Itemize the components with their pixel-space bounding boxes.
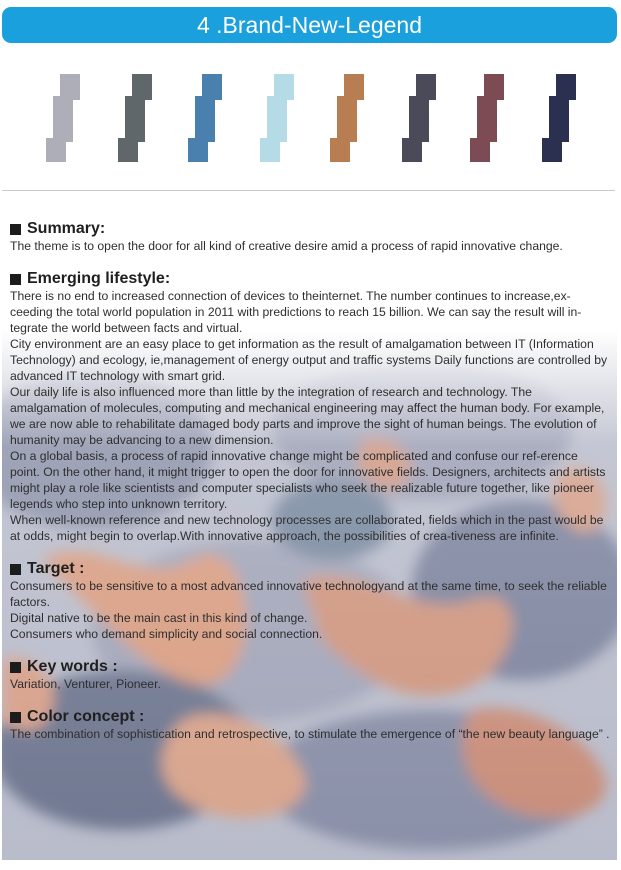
section: [10, 708, 610, 742]
section-heading-text: Target :: [27, 560, 85, 577]
section-paragraph: The theme is to open the door for all kind of creative desire amid a process of rapid innovative change.: [10, 239, 563, 253]
content-area: [10, 220, 610, 758]
section-paragraph: Consumers to be sensitive to a most advanced innovative technologyand at the same time, to seek the reliable factors.: [10, 579, 607, 609]
square-bullet-icon: [10, 274, 21, 285]
square-bullet-icon: [10, 712, 21, 723]
square-bullet-icon: [10, 564, 21, 575]
color-swatch: [330, 74, 364, 162]
color-swatch-row: [0, 60, 621, 170]
section-heading: [10, 560, 610, 578]
section-heading-text: Color concept :: [27, 708, 145, 725]
section-paragraph: Our daily life is also influenced more than little by the integration of research and technology. The amalgamation of molecules, computing and mechanical engineering may affect the human body. For example, we are now able to rehabilitate damaged body parts and improve the sight of human beings. The evolution of humanity may be advancing to a new dimension.: [10, 385, 605, 447]
square-bullet-icon: [10, 224, 21, 235]
color-swatch: [118, 74, 152, 162]
square-bullet-icon: [10, 662, 21, 673]
section-paragraph: Consumers who demand simplicity and social connection.: [10, 627, 323, 641]
section: [10, 270, 610, 544]
section: [10, 220, 610, 254]
color-swatch: [402, 74, 436, 162]
section-heading: [10, 220, 610, 238]
section-paragraph: When well-known reference and new technology processes are collaborated, fields which in the past would be at odds, might begin to overlap.With innovative approach, the possibilities of crea-tiveness are infinite.: [10, 513, 604, 543]
color-swatch: [188, 74, 222, 162]
section-paragraph: On a global basis, a process of rapid innovative change might be complicated and confuse our ref-erence point. On the other hand, it might trigger to open the door for innovative fields. Designers, architects and artists might play a role like scientists and computer specialists who seek the realizable future together, like pioneer legends who step into unknown territory.: [10, 449, 606, 511]
section-paragraph: Variation, Venturer, Pioneer.: [10, 677, 161, 691]
section-heading-text: Summary:: [27, 220, 106, 237]
color-swatch: [46, 74, 80, 162]
section-heading: [10, 270, 610, 288]
section-heading-text: Emerging lifestyle:: [27, 270, 171, 287]
color-swatch: [542, 74, 576, 162]
divider: [2, 190, 615, 191]
page-title: 4 .Brand-New-Legend: [196, 12, 423, 38]
color-swatch: [470, 74, 504, 162]
section-heading-text: Key words :: [27, 658, 118, 675]
section-heading: [10, 658, 610, 676]
section-paragraph: The combination of sophistication and retrospective, to stimulate the emergence of “the new beauty language” .: [10, 727, 610, 741]
section-paragraph: Digital native to be the main cast in this kind of change.: [10, 611, 308, 625]
color-swatch: [260, 74, 294, 162]
section-heading: [10, 708, 610, 726]
section: [10, 658, 610, 692]
section-paragraph: City environment are an easy place to get information as the result of amalgamation between IT (Information Technology) and ecology, ie,management of energy output and traffic systems Daily functions are controlled by advanced IT technology with smart grid.: [10, 337, 608, 383]
page-title-bar: [2, 7, 617, 43]
section-paragraph: There is no end to increased connection of devices to theinternet. The number continues to increase,ex-ceeding the total world population in 2011 with predictions to reach 15 billion. We can say the result will in-tegrate the world between facts and virtual.: [10, 289, 582, 335]
section: [10, 560, 610, 642]
